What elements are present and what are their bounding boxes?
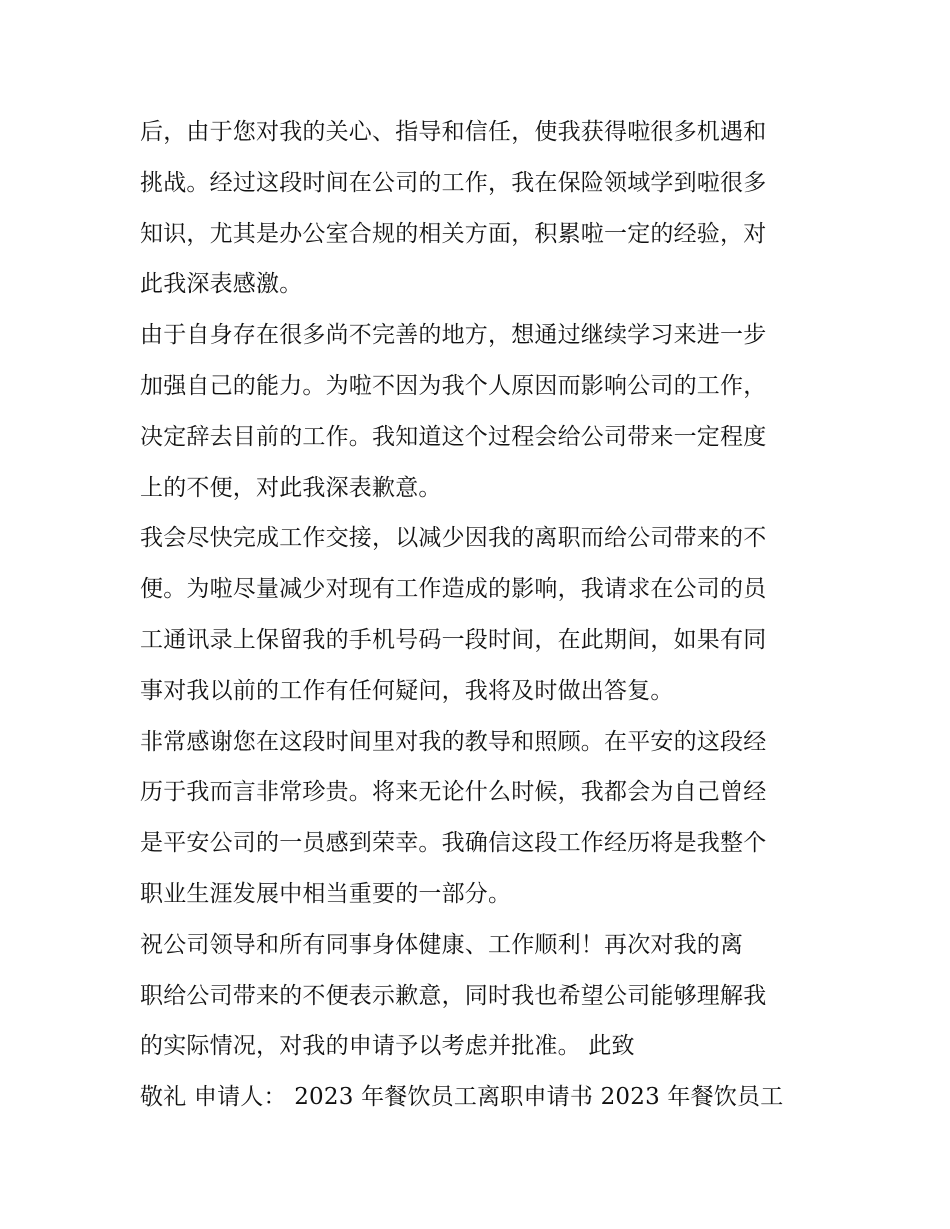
text-line: 工通讯录上保留我的手机号码一段时间，在此期间，如果有同	[140, 626, 767, 653]
text-line: 挑战。经过这段时间在公司的工作，我在保险领域学到啦很多	[140, 169, 767, 196]
text-line: 便。为啦尽量减少对现有工作造成的影响，我请求在公司的员	[140, 576, 767, 603]
letter-body	[140, 107, 820, 1123]
text-line: 知识，尤其是办公室合规的相关方面，积累啦一定的经验，对	[140, 220, 767, 247]
text-line: 我会尽快完成工作交接，以减少因我的离职而给公司带来的不	[140, 525, 767, 552]
text-line: 加强自己的能力。为啦不因为我个人原因而影响公司的工作，	[140, 372, 767, 399]
text-line: 事对我以前的工作有任何疑问，我将及时做出答复。	[140, 677, 674, 704]
text-line: 职给公司带来的不便表示歉意，同时我也希望公司能够理解我	[140, 982, 767, 1009]
text-line: 非常感谢您在这段时间里对我的教导和照顾。在平安的这段经	[140, 728, 767, 755]
text-line: 后，由于您对我的关心、指导和信任，使我获得啦很多机遇和	[140, 119, 767, 145]
text-line: 的实际情况，对我的申请予以考虑并批准。 此致	[140, 1033, 635, 1060]
text-line: 敬礼 申请人： 2023 年餐饮员工离职申请书 2023 年餐饮员工	[140, 1084, 784, 1111]
text-line: 是平安公司的一员感到荣幸。我确信这段工作经历将是我整个	[140, 830, 767, 857]
text-line: 祝公司领导和所有同事身体健康、工作顺利！再次对我的离	[140, 931, 744, 958]
text-line: 历于我而言非常珍贵。将来无论什么时候，我都会为自己曾经	[140, 779, 767, 806]
text-line: 此我深表感激。	[140, 271, 303, 298]
text-line: 职业生涯发展中相当重要的一部分。	[140, 880, 512, 907]
text-line: 由于自身存在很多尚不完善的地方，想通过继续学习来进一步	[140, 322, 767, 349]
text-line: 决定辞去目前的工作。我知道这个过程会给公司带来一定程度	[140, 423, 767, 450]
text-line: 上的不便，对此我深表歉意。	[140, 474, 442, 501]
